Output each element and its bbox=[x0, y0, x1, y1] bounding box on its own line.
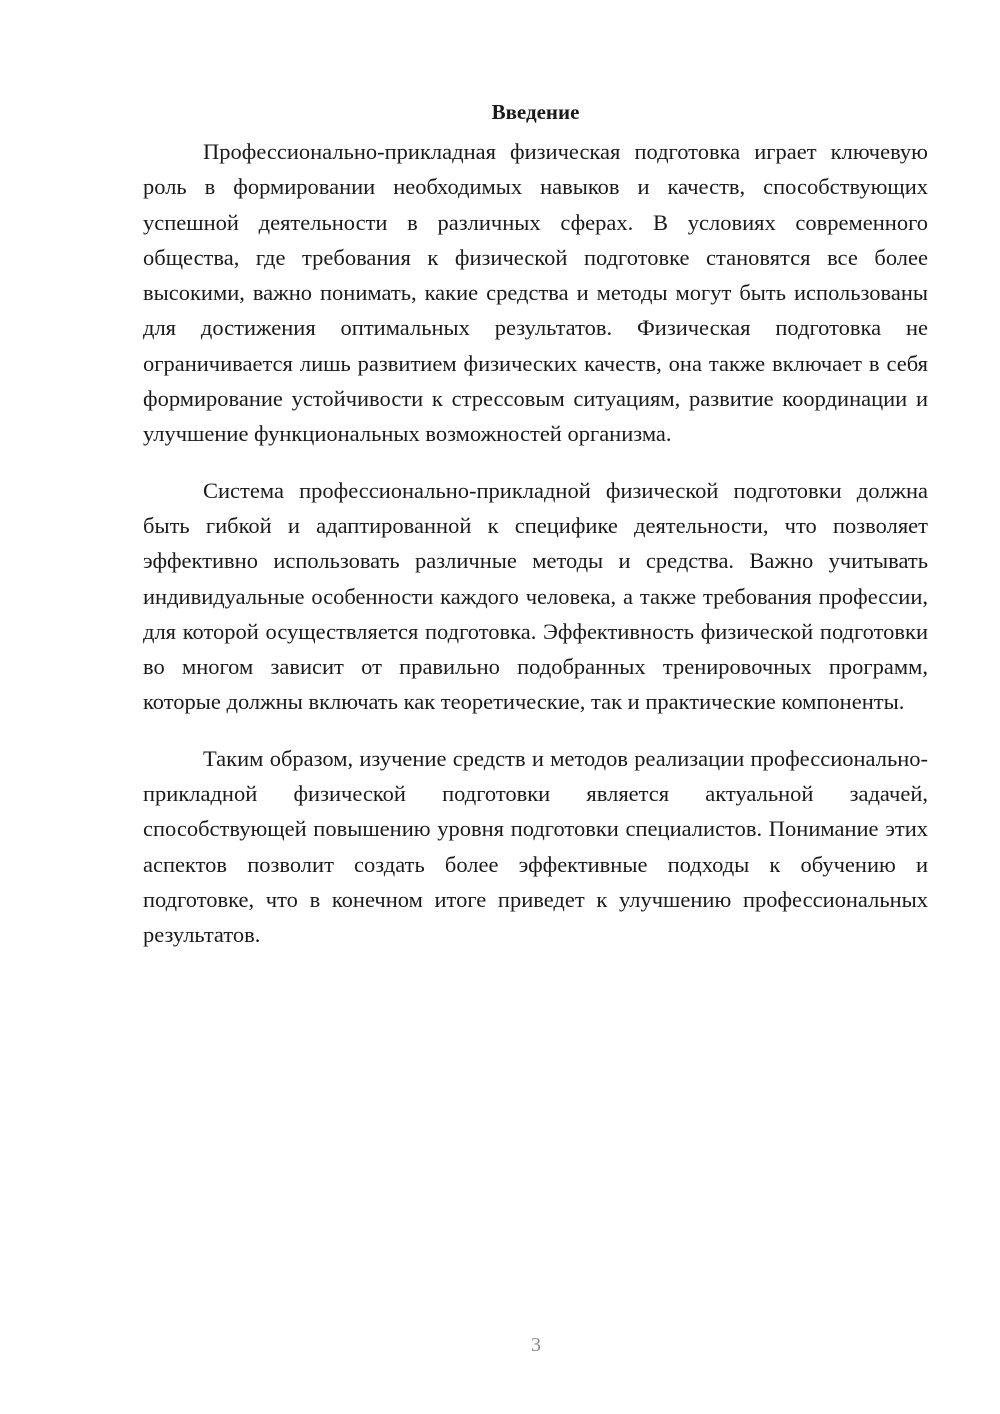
paragraph-2: Система профессионально-прикладной физической подготовки должна быть гибкой и адаптированной к специфике деятельности, что позволяет эффективно использовать различные методы и средства. Важно учитывать индивидуальные особенности каждого человека, а также требования профессии, для которой осуществляется подготовка. Эффективность физической подготовки во многом зависит от правильно подобранных тренировочных программ, которые должны включать как теоретические, так и практические компоненты. bbox=[143, 477, 928, 715]
page-content bbox=[143, 98, 928, 974]
section-title: Введение bbox=[491, 100, 580, 124]
paragraph-1: Профессионально-прикладная физическая подготовка играет ключевую роль в формировании необходимых навыков и качеств, способствующих успешной деятельности в различных сферах. В условиях современного общества, где требования к физической подготовке становятся все более высокими, важно понимать, какие средства и методы могут быть использованы для достижения оптимальных результатов. Физическая подготовка не ограничивается лишь развитием физических качеств, она также включает в себя формирование устойчивости к стрессовым ситуациям, развитие координации и улучшение функциональных возможностей организма. bbox=[143, 139, 928, 447]
paragraph-3: Таким образом, изучение средств и методов реализации профессионально-прикладной физической подготовки является актуальной задачей, способствующей повышению уровня подготовки специалистов. Понимание этих аспектов позволит создать более эффективные подходы к обучению и подготовке, что в конечном итоге приведет к улучшению профессиональных результатов. bbox=[143, 745, 928, 948]
page-number: 3 bbox=[531, 1334, 541, 1356]
